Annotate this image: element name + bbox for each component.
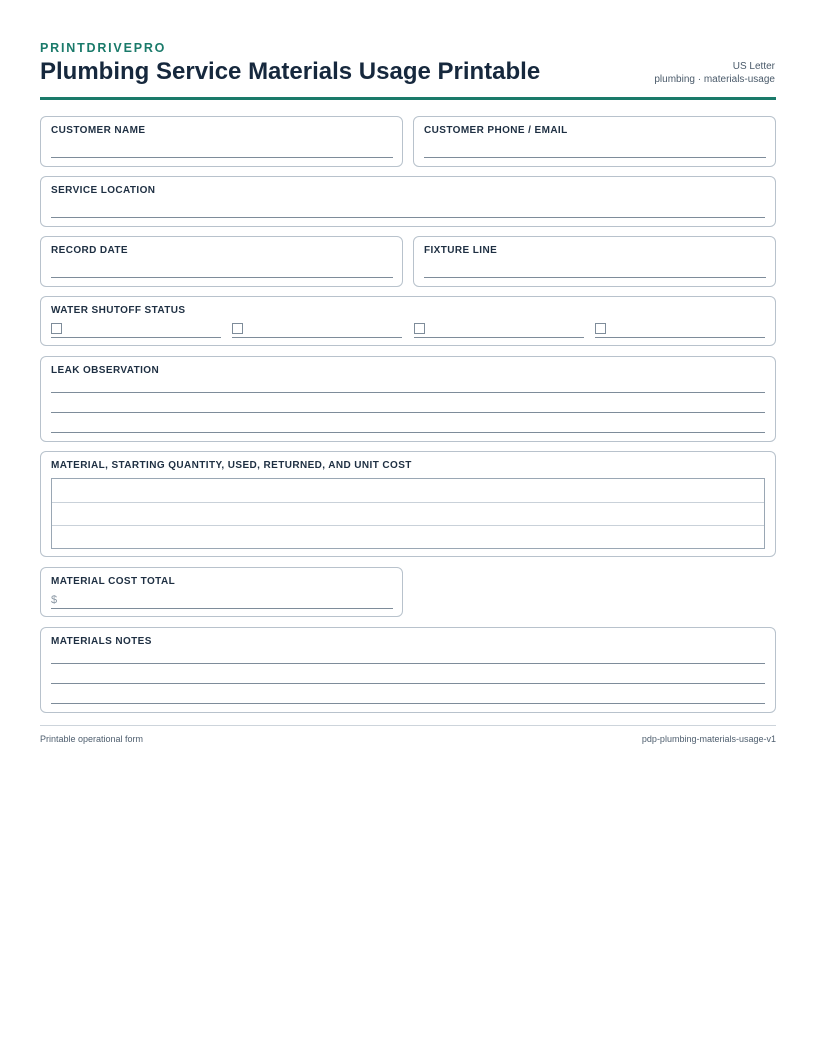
footer-divider: [40, 725, 776, 726]
materials-notes-line-3[interactable]: [51, 703, 765, 704]
record-date-field[interactable]: [51, 277, 393, 278]
material-cost-total-box: [40, 567, 403, 617]
record-date-label: RECORD DATE: [51, 245, 128, 256]
shutoff-option-3-field[interactable]: [414, 337, 584, 338]
footer-caption: Printable operational form: [40, 734, 144, 744]
leak-observation-line-3[interactable]: [51, 432, 765, 433]
leak-observation-line-1[interactable]: [51, 392, 765, 393]
leak-observation-label: LEAK OBSERVATION: [51, 365, 160, 376]
materials-table-box: [40, 451, 776, 557]
leak-observation-line-2[interactable]: [51, 412, 765, 413]
fixture-line-field[interactable]: [424, 277, 766, 278]
materials-notes-label: MATERIALS NOTES: [51, 636, 152, 647]
service-location-label: SERVICE LOCATION: [51, 185, 156, 196]
leak-observation-box: [40, 356, 776, 442]
materials-notes-box: [40, 627, 776, 713]
table-row-divider: [52, 502, 764, 503]
water-shutoff-status-label: WATER SHUTOFF STATUS: [51, 305, 186, 316]
record-date-box: [40, 236, 403, 287]
shutoff-option-1-field[interactable]: [51, 337, 221, 338]
shutoff-option-2-checkbox[interactable]: [232, 323, 243, 334]
materials-notes-line-2[interactable]: [51, 683, 765, 684]
customer-contact-box: [413, 116, 776, 167]
customer-contact-field[interactable]: [424, 157, 766, 158]
shutoff-option-4-checkbox[interactable]: [595, 323, 606, 334]
customer-name-field[interactable]: [51, 157, 393, 158]
materials-notes-line-1[interactable]: [51, 663, 765, 664]
service-location-field[interactable]: [51, 217, 765, 218]
document-meta: [654, 60, 775, 86]
customer-contact-label: CUSTOMER PHONE / EMAIL: [424, 125, 568, 136]
paper-size: US Letter: [732, 61, 775, 72]
fixture-line-label: FIXTURE LINE: [424, 245, 498, 256]
shutoff-option-1-checkbox[interactable]: [51, 323, 62, 334]
header-divider: [40, 97, 776, 100]
fixture-line-box: [413, 236, 776, 287]
shutoff-option-3-checkbox[interactable]: [414, 323, 425, 334]
service-location-box: [40, 176, 776, 227]
materials-table[interactable]: [51, 478, 765, 549]
material-cost-total-label: MATERIAL COST TOTAL: [51, 576, 176, 587]
customer-name-label: CUSTOMER NAME: [51, 125, 146, 136]
customer-name-box: [40, 116, 403, 167]
materials-table-label: MATERIAL, STARTING QUANTITY, USED, RETURNED, AND UNIT COST: [51, 460, 412, 471]
form-id: pdp-plumbing-materials-usage-v1: [641, 734, 776, 744]
page-title: Plumbing Service Materials Usage Printable: [40, 58, 541, 85]
table-row-divider: [52, 525, 764, 526]
currency-symbol: $: [51, 594, 58, 606]
document-tags: plumbing · materials-usage: [654, 74, 775, 85]
shutoff-option-4-field[interactable]: [595, 337, 765, 338]
material-cost-total-field[interactable]: [51, 608, 393, 609]
shutoff-option-2-field[interactable]: [232, 337, 402, 338]
brand-name: PRINTDRIVEPRO: [40, 41, 167, 55]
water-shutoff-status-box: [40, 296, 776, 346]
